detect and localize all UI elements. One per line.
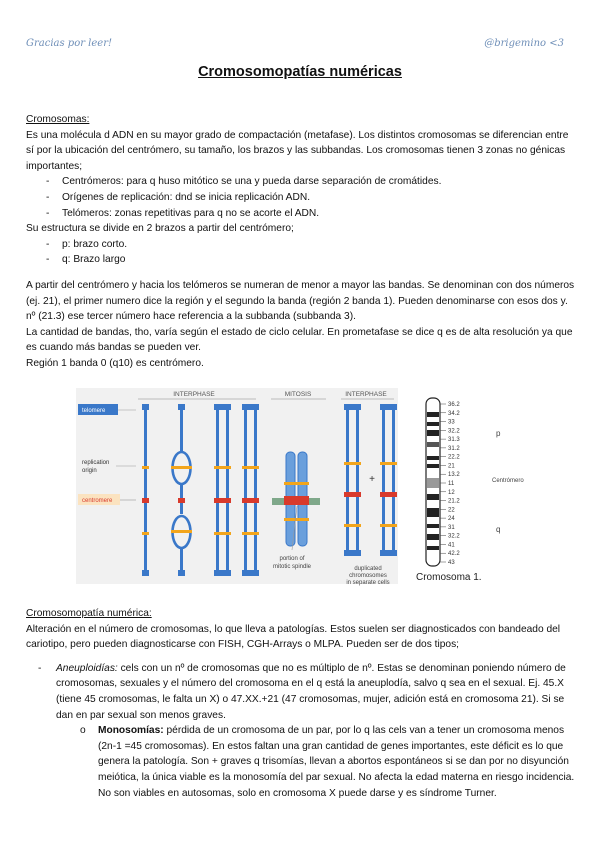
label-separate-cells: in separate cells: [346, 580, 390, 586]
section-cromosomas: [26, 112, 578, 268]
definition-text: cels con un nº de cromosomas que no es múltiplo de nº. Estas se denominan poniendo número de cromosomas, sexuales y el número del cromosoma en el q está la aneuplodía, salvo q sea en el sexual. Ej. 45.X (tiene 45 cromosomas, le falta un X) o 47.XX.+21 (47 cromosomas, mujer, adición está en cromosoma 21). Si se dan en par sexual son menos graves.: [56, 662, 566, 721]
label-spindle: mitotic spindle: [272, 564, 312, 570]
label-centromere: centromere: [82, 498, 113, 504]
band-label: 41: [448, 542, 455, 549]
plus-sign: +: [369, 474, 375, 485]
list-item: - q: Brazo largo: [26, 252, 578, 268]
ideogram-chromosome-1: [426, 398, 440, 566]
paragraph: A partir del centrómero y hacia los telómeros se numeran de menor a mayor las bandas. Se denominan con dos números (ej. 21), el primer numero dice la región y el segundo la banda (región 2 banda 1). Pueden denominarse con esos dos y. nº (21.3) ese tercer número hace referencia a la subbanda (subbanda 3).: [26, 280, 575, 323]
label-origin: origin: [82, 468, 97, 474]
band-label: 42.2: [448, 551, 460, 558]
label-chromosomes: chromosomes: [349, 573, 387, 579]
label-interphase: INTERPHASE: [173, 391, 215, 398]
list-marker: -: [38, 662, 42, 674]
band-label: 31.3: [448, 437, 460, 444]
zones-list: [26, 174, 578, 221]
band-label: 22.2: [448, 454, 460, 461]
label-p-arm: p: [496, 429, 501, 438]
page-title: Cromosomopatías numéricas: [198, 64, 402, 80]
band-labels: [440, 402, 460, 566]
term-aneuploidias: Aneuploidías:: [56, 662, 118, 674]
arms-list: [26, 237, 578, 268]
paragraph: Alteración en el número de cromosomas, lo que lleva a patologías. Estos suelen ser diagnosticados con bandeado del cariotipo, pero pueden diagnosticarse con FISH, CGH-Arrays o MLPA. Pueden ser de dos tipos;: [26, 623, 561, 651]
list-item-aneuploidias: [26, 661, 578, 723]
section-heading: Cromosomopatía numérica:: [26, 608, 152, 619]
paragraph: [98, 723, 578, 785]
band-label: 21.2: [448, 498, 460, 505]
paragraph: Su estructura se divide en 2 brazos a partir del centrómero;: [26, 223, 294, 235]
band-label: 21: [448, 463, 455, 470]
band-label: 22: [448, 507, 455, 514]
band-label: 32.2: [448, 533, 460, 540]
band-label: 43: [448, 560, 455, 566]
band-label: 32.2: [448, 428, 460, 435]
band-label: 31.2: [448, 445, 460, 452]
band-label: 33: [448, 419, 455, 426]
chromosome-figure: [76, 382, 546, 594]
label-mitosis: MITOSIS: [284, 391, 312, 398]
band-label: 12: [448, 489, 455, 496]
section-cromosomopatia: [26, 606, 578, 801]
band-label: 31: [448, 524, 455, 531]
figure-svg: [76, 382, 546, 594]
list-marker: o: [80, 725, 86, 737]
label-q-arm: q: [496, 525, 501, 534]
band-label: 13.2: [448, 472, 460, 479]
section-bandas: [26, 278, 578, 372]
figure-caption: Cromosoma 1.: [416, 572, 482, 583]
paragraph: [56, 661, 578, 723]
paragraph: La cantidad de bandas, tho, varía según el estado de ciclo celular. En prometafase se dice q es de alta resolución ya que es cuando más bandas se pueden ver.: [26, 326, 573, 354]
section-heading: Cromosomas:: [26, 114, 90, 125]
list-item: - Orígenes de replicación: dnd se inicia replicación ADN.: [26, 190, 578, 206]
header-left-note: Gracias por leer!: [26, 38, 113, 49]
label-replication: replication: [82, 460, 110, 466]
definition-text: pérdida de un cromosoma de un par, por lo q las cels van a tener un cromosoma menos (2n-1 =45 cromosomas). En estos faltan una gran cantidad de genes importantes, este déficit es lo que genera la patología. Son + graves q trisomías, llevan a abortos espontáneos si se dan por no disyunción meiótica, la única viable es la monosomía del par sexual. No afecta la edad materna en riesgo incidencia.: [98, 725, 575, 783]
term-monosomias: Monosomías:: [98, 725, 164, 737]
label-interphase-2: INTERPHASE: [345, 391, 387, 398]
header-right-note: @brigemino <3: [484, 38, 564, 49]
label-telomere: telomere: [82, 408, 106, 414]
label-duplicated: duplicated: [354, 566, 382, 572]
band-label: 24: [448, 516, 455, 523]
band-label: 11: [448, 481, 455, 487]
band-label: 36.2: [448, 402, 460, 408]
label-portion: portion of: [279, 556, 305, 562]
paragraph: Es una molécula d ADN en su mayor grado de compactación (metafase). Los distintos cromosomas se diferencian entre sí por la ubicación del centrómero, su tamaño, los brazos y las subbandas. Los cromosomas tienen 3 zonas no génicas importantes;: [26, 129, 569, 172]
paragraph: Región 1 banda 0 (q10) es centrómero.: [26, 357, 204, 369]
list-item: - p: brazo corto.: [26, 237, 578, 253]
list-item: - Centrómeros: para q huso mitótico se una y pueda darse separación de cromátides.: [26, 174, 578, 190]
list-item: - Telómeros: zonas repetitivas para q no se acorte el ADN.: [26, 206, 578, 222]
label-centromero: Centrómero: [492, 478, 524, 484]
band-label: 34.2: [448, 410, 460, 417]
paragraph: No son viables en autosomas, solo en cromosoma X puede darse y es síndrome Turner.: [98, 787, 497, 799]
list-item-monosomias: [26, 723, 578, 801]
